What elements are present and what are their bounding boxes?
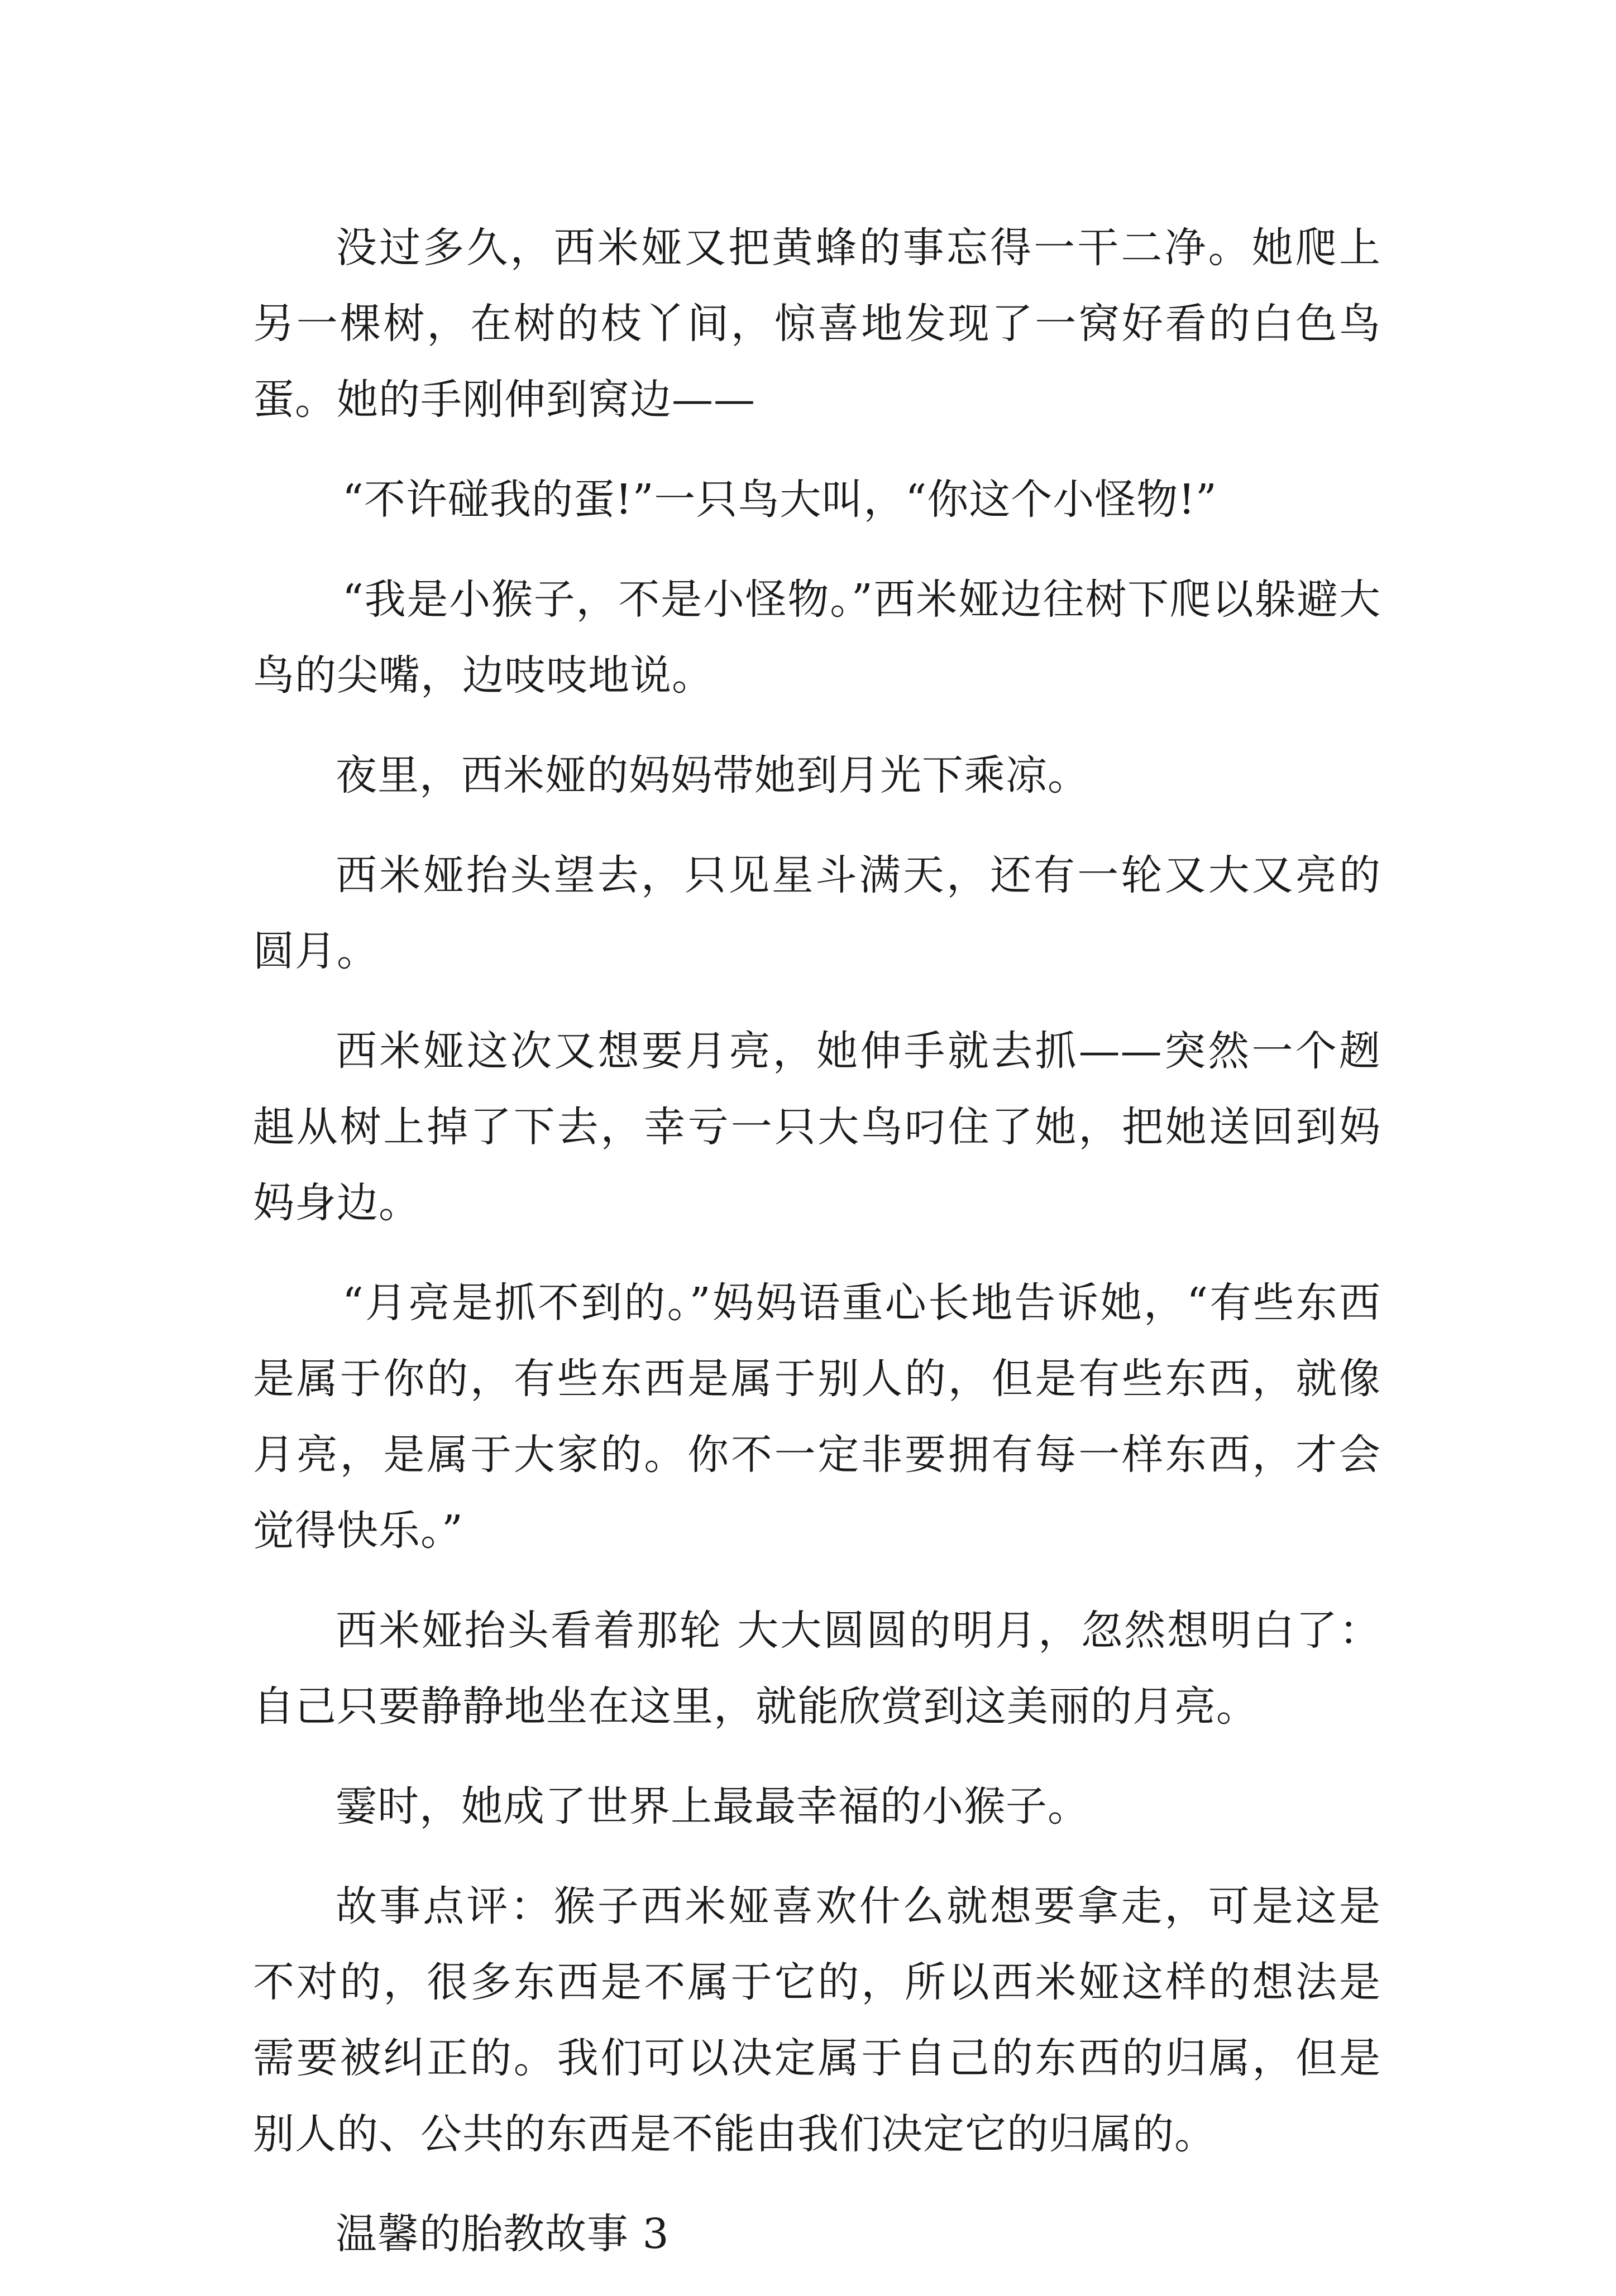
paragraph-5: 西米娅抬头望去，只见星斗满天，还有一轮又大又亮的圆月。	[253, 851, 1381, 975]
document-page	[253, 210, 1381, 2296]
paragraph-10: 故事点评：猴子西米娅喜欢什么就想要拿走，可是这是不对的，很多东西是不属于它的，所以西米娅这样的想法是需要被纠正的。我们可以决定属于自己的东西的归属，但是别人的、公共的东西是不能由我们决定它的归属的。	[253, 1882, 1381, 2158]
paragraph-7: “月亮是抓不到的。”妈妈语重心长地告诉她，“有些东西是属于你的，有些东西是属于别人的，但是有些东西，就像月亮，是属于大家的。你不一定非要拥有每一样东西，才会觉得快乐。”	[253, 1279, 1381, 1555]
paragraph-3: “我是小猴子，不是小怪物。”西米娅边往树下爬以躲避大鸟的尖嘴，边吱吱地说。	[253, 576, 1381, 699]
paragraph-6: 西米娅这次又想要月亮，她伸手就去抓——突然一个趔趄从树上掉了下去，幸亏一只大鸟叼住了她，把她送回到妈妈身边。	[253, 1027, 1381, 1227]
paragraph-9: 霎时，她成了世界上最最幸福的小猴子。	[336, 1782, 1089, 1830]
section-heading: 温馨的胎教故事 3	[336, 2210, 670, 2258]
paragraph-1: 没过多久，西米娅又把黄蜂的事忘得一干二净。她爬上另一棵树，在树的枝丫间，惊喜地发现了一窝好看的白色鸟蛋。她的手刚伸到窝边——	[253, 224, 1381, 424]
paragraph-4: 夜里，西米娅的妈妈带她到月光下乘凉。	[336, 751, 1089, 799]
paragraph-8: 西米娅抬头看着那轮 大大圆圆的明月，忽然想明白了：自己只要静静地坐在这里，就能欣赏到这美丽的月亮。	[253, 1607, 1381, 1731]
paragraph-2: “不许碰我的蛋!”一只鸟大叫，“你这个小怪物!”	[342, 476, 1217, 524]
